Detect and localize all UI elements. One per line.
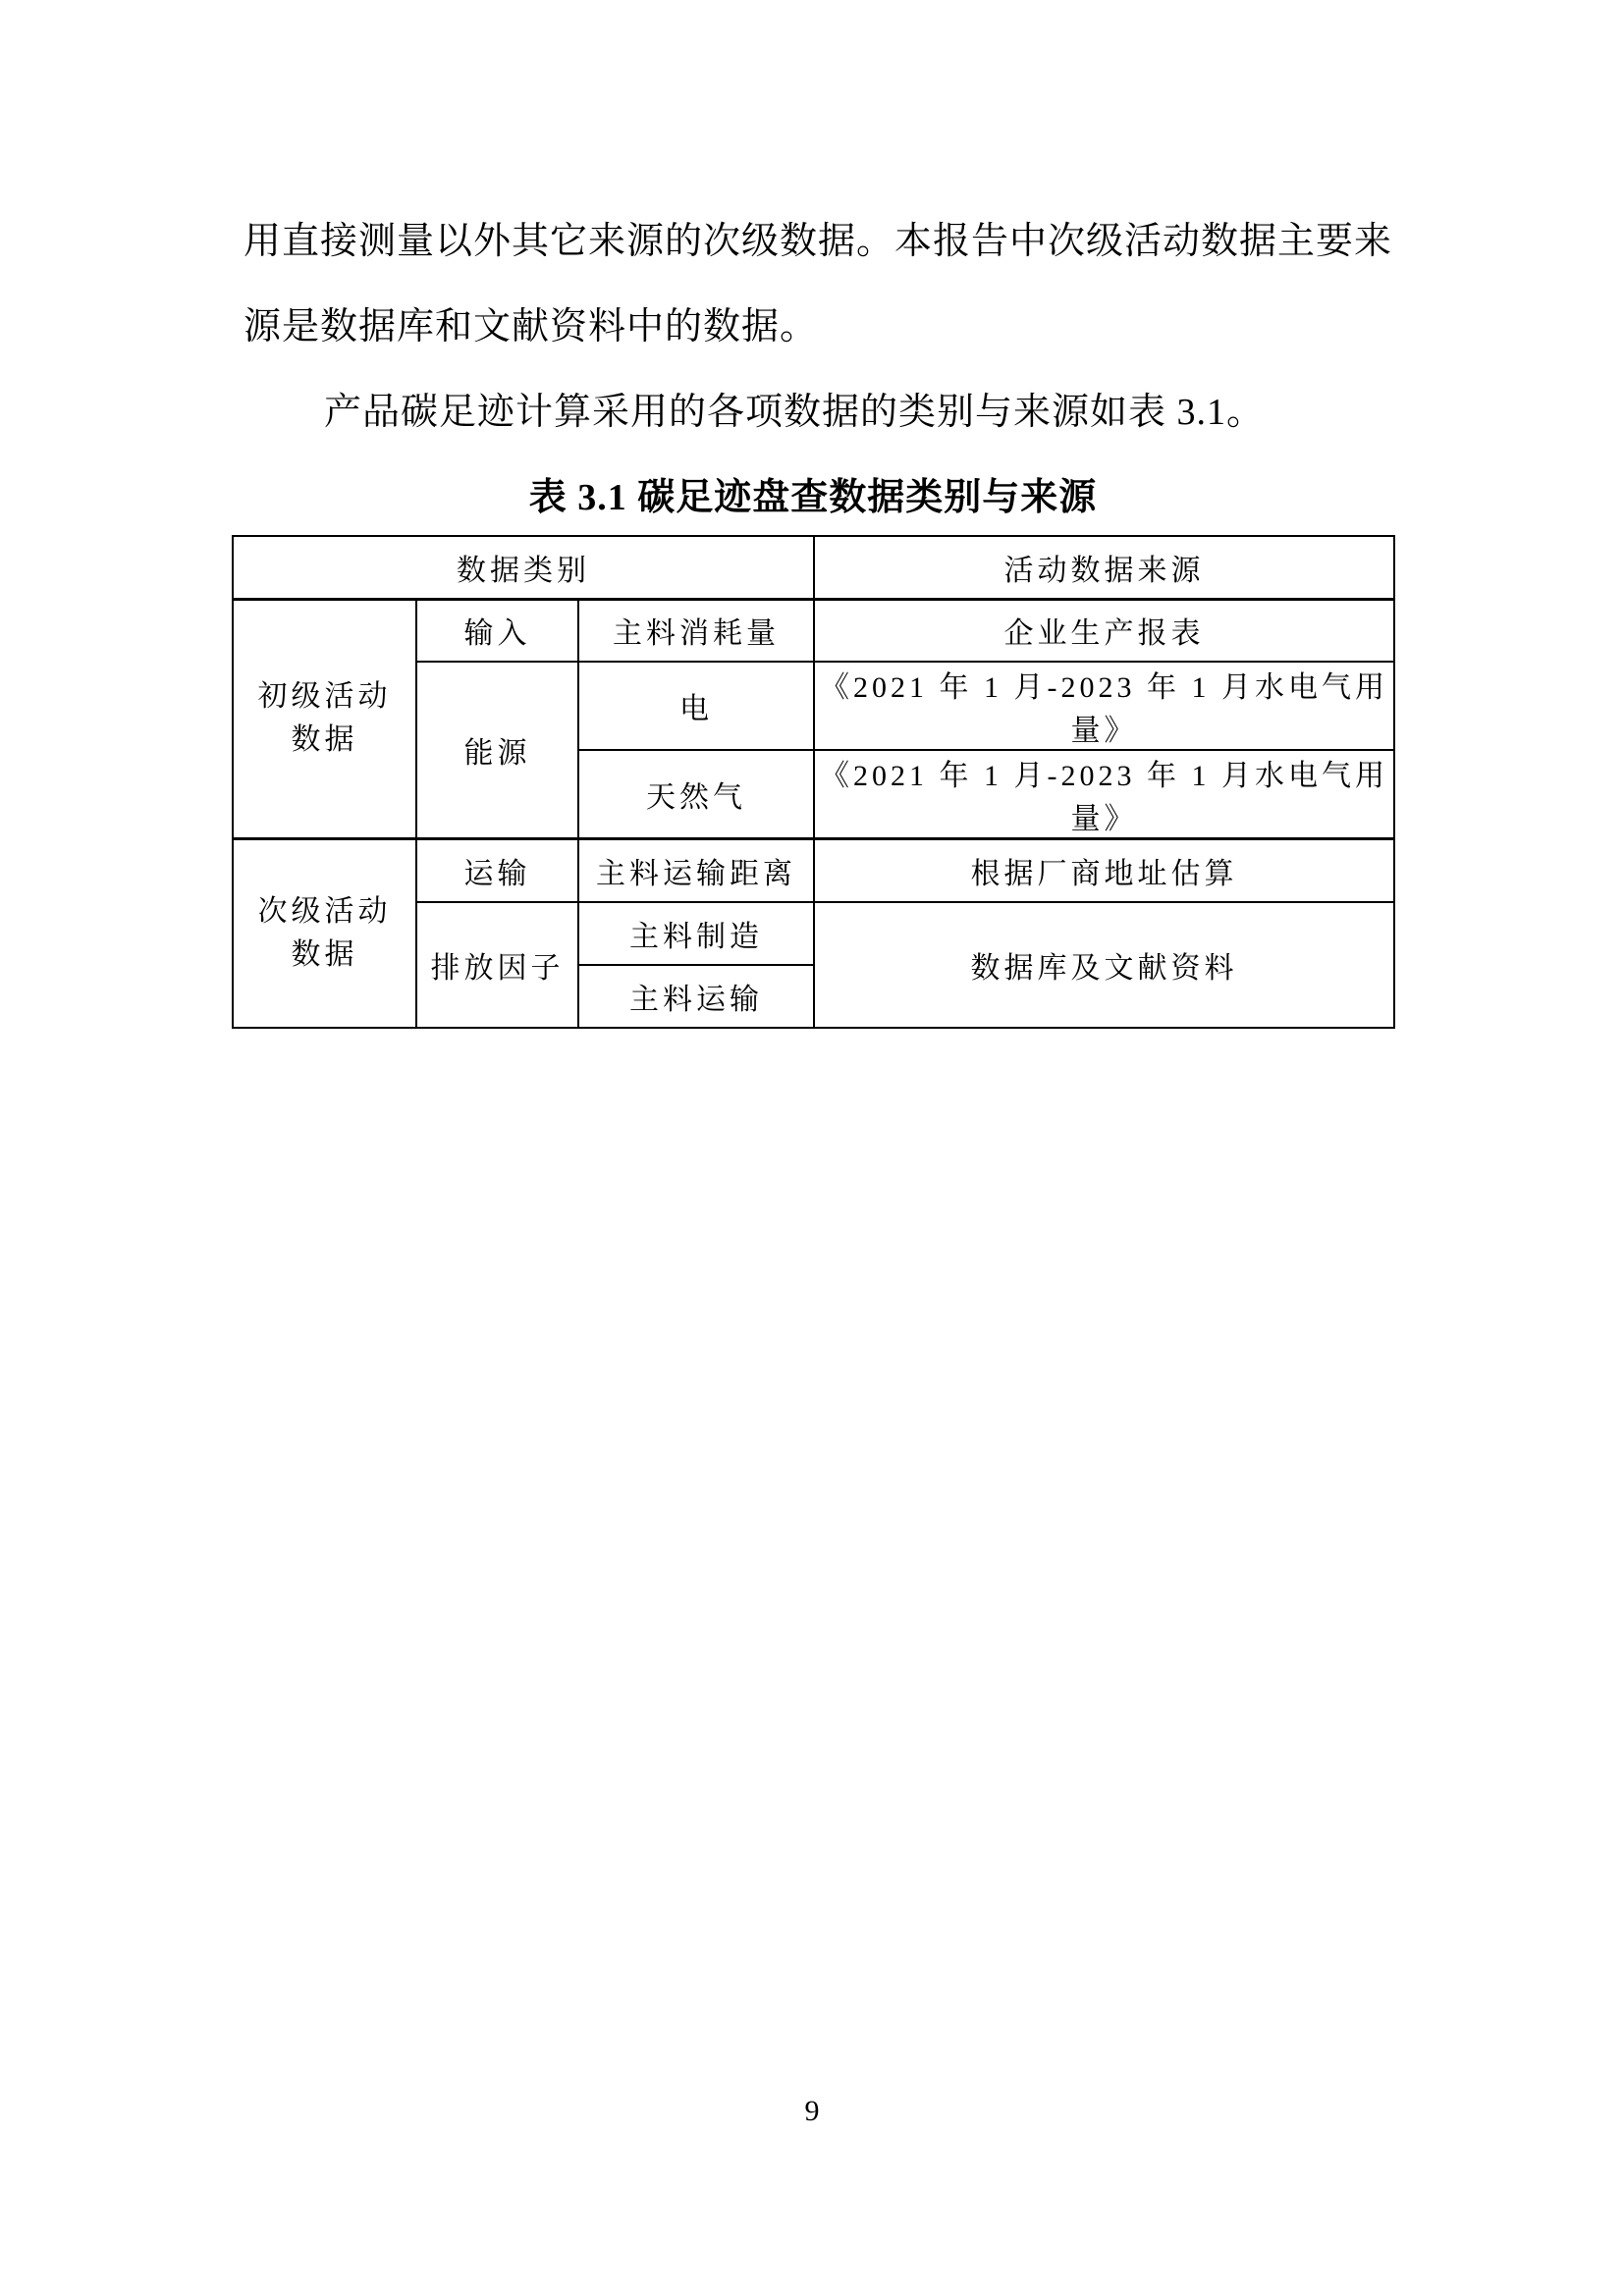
table-row	[233, 599, 1394, 662]
cell-ef-transport-item: 主料运输	[578, 965, 814, 1028]
cell-gas-source: 《2021 年 1 月-2023 年 1 月水电气用量》	[814, 750, 1394, 839]
cell-primary-group	[233, 599, 416, 839]
primary-group-line1: 初级活动	[257, 680, 392, 714]
header-cell-source: 活动数据来源	[814, 536, 1394, 599]
cell-transport-source: 根据厂商地址估算	[814, 839, 1394, 902]
table-caption: 表 3.1 碳足迹盘查数据类别与来源	[528, 477, 1098, 518]
table-row	[233, 839, 1394, 902]
cell-electricity-source: 《2021 年 1 月-2023 年 1 月水电气用量》	[814, 662, 1394, 750]
body-text-block	[244, 199, 1393, 541]
page-number: 9	[804, 2095, 820, 2127]
cell-energy-label: 能源	[416, 662, 578, 839]
secondary-group-line2: 数据	[291, 937, 358, 971]
secondary-group-line1: 次级活动	[257, 894, 392, 928]
cell-electricity-item: 电	[578, 662, 814, 750]
cell-input-source: 企业生产报表	[814, 599, 1394, 662]
cell-ef-source: 数据库及文献资料	[814, 902, 1394, 1028]
cell-ef-manufacture-item: 主料制造	[578, 902, 814, 965]
cell-input-item: 主料消耗量	[578, 599, 814, 662]
paragraph1-line2: 源是数据库和文献资料中的数据。	[244, 306, 819, 347]
header-cell-category: 数据类别	[233, 536, 814, 599]
cell-gas-item: 天然气	[578, 750, 814, 839]
data-category-source-table	[232, 535, 1395, 1029]
cell-secondary-group	[233, 839, 416, 1028]
cell-transport-item: 主料运输距离	[578, 839, 814, 902]
paragraph1-line1: 用直接测量以外其它来源的次级数据。本报告中次级活动数据主要来	[244, 221, 1393, 262]
table-header-row	[233, 536, 1394, 599]
paragraph2: 产品碳足迹计算采用的各项数据的类别与来源如表 3.1。	[324, 392, 1266, 433]
primary-group-line2: 数据	[291, 723, 358, 757]
cell-transport-label: 运输	[416, 839, 578, 902]
cell-input-label: 输入	[416, 599, 578, 662]
cell-emission-factor-label: 排放因子	[416, 902, 578, 1028]
